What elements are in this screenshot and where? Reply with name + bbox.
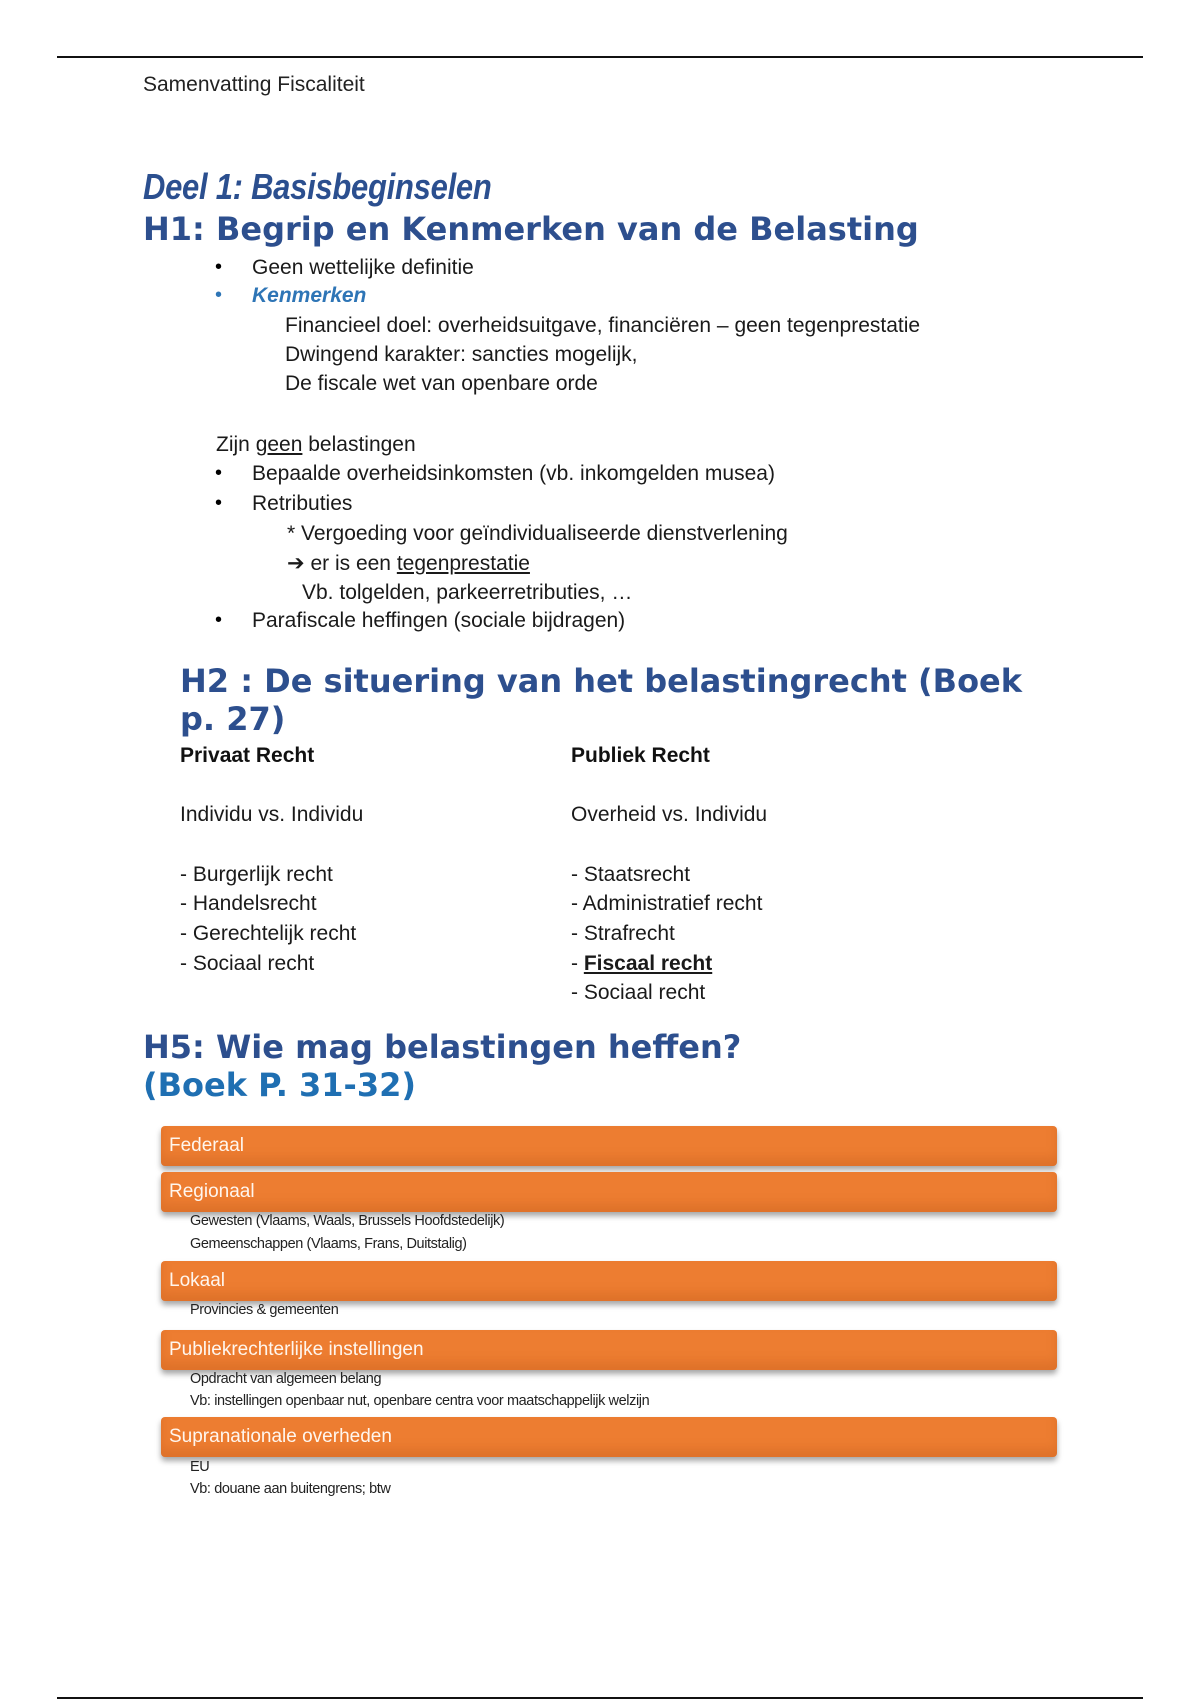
level-detail: Provincies & gemeenten (190, 1302, 339, 1318)
level-detail: Gewesten (Vlaams, Waals, Brussels Hoofdstedelijk) (190, 1213, 505, 1229)
bullet-icon: • (215, 609, 223, 631)
private-law-item: - Sociaal recht (180, 952, 315, 975)
footer-rule (57, 1697, 1143, 1699)
private-law-item: - Handelsrecht (180, 892, 317, 915)
public-relation: Overheid vs. Individu (571, 803, 768, 826)
chapter-2-title: H2 : De situering van het belastingrecht (Boek p. 27) (180, 662, 1023, 738)
level-detail: Vb: douane aan buitengrens; btw (190, 1481, 391, 1497)
public-law-heading: Publiek Recht (571, 744, 710, 767)
level-detail: Vb: instellingen openbaar nut, openbare centra voor maatschappelijk welzijn (190, 1393, 650, 1409)
level-detail: Opdracht van algemeen belang (190, 1371, 382, 1387)
list-item: Geen wettelijke definitie (252, 256, 474, 279)
list-item: Bepaalde overheidsinkomsten (vb. inkomgelden musea) (252, 462, 775, 485)
public-law-item: - Administratief recht (571, 892, 763, 915)
retributies-line: * Vergoeding voor geïndividualiseerde dienstverlening (287, 522, 788, 545)
public-law-item: - Staatsrecht (571, 863, 691, 886)
bullet-icon: • (215, 284, 223, 306)
header-rule (57, 56, 1143, 58)
list-item: Parafiscale heffingen (sociale bijdragen) (252, 609, 626, 632)
level-publiekrechterlijke-instellingen: Publiekrechterlijke instellingen (161, 1330, 1057, 1370)
list-item: Retributies (252, 492, 353, 515)
chapter-1-title: H1: Begrip en Kenmerken van de Belasting (143, 210, 919, 248)
level-federaal: Federaal (161, 1126, 1057, 1166)
bullet-icon: • (215, 462, 223, 484)
level-detail: EU (190, 1459, 210, 1475)
public-law-item: - Strafrecht (571, 922, 675, 945)
document-header: Samenvatting Fiscaliteit (143, 73, 365, 96)
private-law-item: - Gerechtelijk recht (180, 922, 357, 945)
level-regionaal: Regionaal (161, 1172, 1057, 1212)
chapter-5-title: H5: Wie mag belastingen heffen? (Boek P. 31-32) (143, 1028, 742, 1104)
bullet-icon: • (215, 256, 223, 278)
public-law-item-fiscaal: - Fiscaal recht (571, 952, 713, 975)
retributies-line: Vb. tolgelden, parkeerretributies, … (302, 581, 633, 604)
level-lokaal: Lokaal (161, 1261, 1057, 1301)
kenmerk-line: Dwingend karakter: sancties mogelijk, (285, 343, 638, 366)
kenmerk-line: Financieel doel: overheidsuitgave, financiëren – geen tegenprestatie (285, 314, 921, 337)
arrow-right-icon: ➔ (287, 552, 305, 575)
level-supranationale-overheden: Supranationale overheden (161, 1417, 1057, 1457)
bullet-icon: • (215, 492, 223, 514)
kenmerk-line: De fiscale wet van openbare orde (285, 372, 598, 395)
public-law-item: - Sociaal recht (571, 981, 706, 1004)
not-taxes-intro: Zijn geen belastingen (216, 433, 416, 456)
private-law-heading: Privaat Recht (180, 744, 315, 767)
kenmerken-label: Kenmerken (252, 284, 367, 307)
private-relation: Individu vs. Individu (180, 803, 364, 826)
retributies-line: ➔ er is een tegenprestatie (287, 552, 530, 575)
level-detail: Gemeenschappen (Vlaams, Frans, Duitstalig) (190, 1236, 467, 1252)
part-title: Deel 1: Basisbeginselen (143, 166, 492, 207)
private-law-item: - Burgerlijk recht (180, 863, 333, 886)
